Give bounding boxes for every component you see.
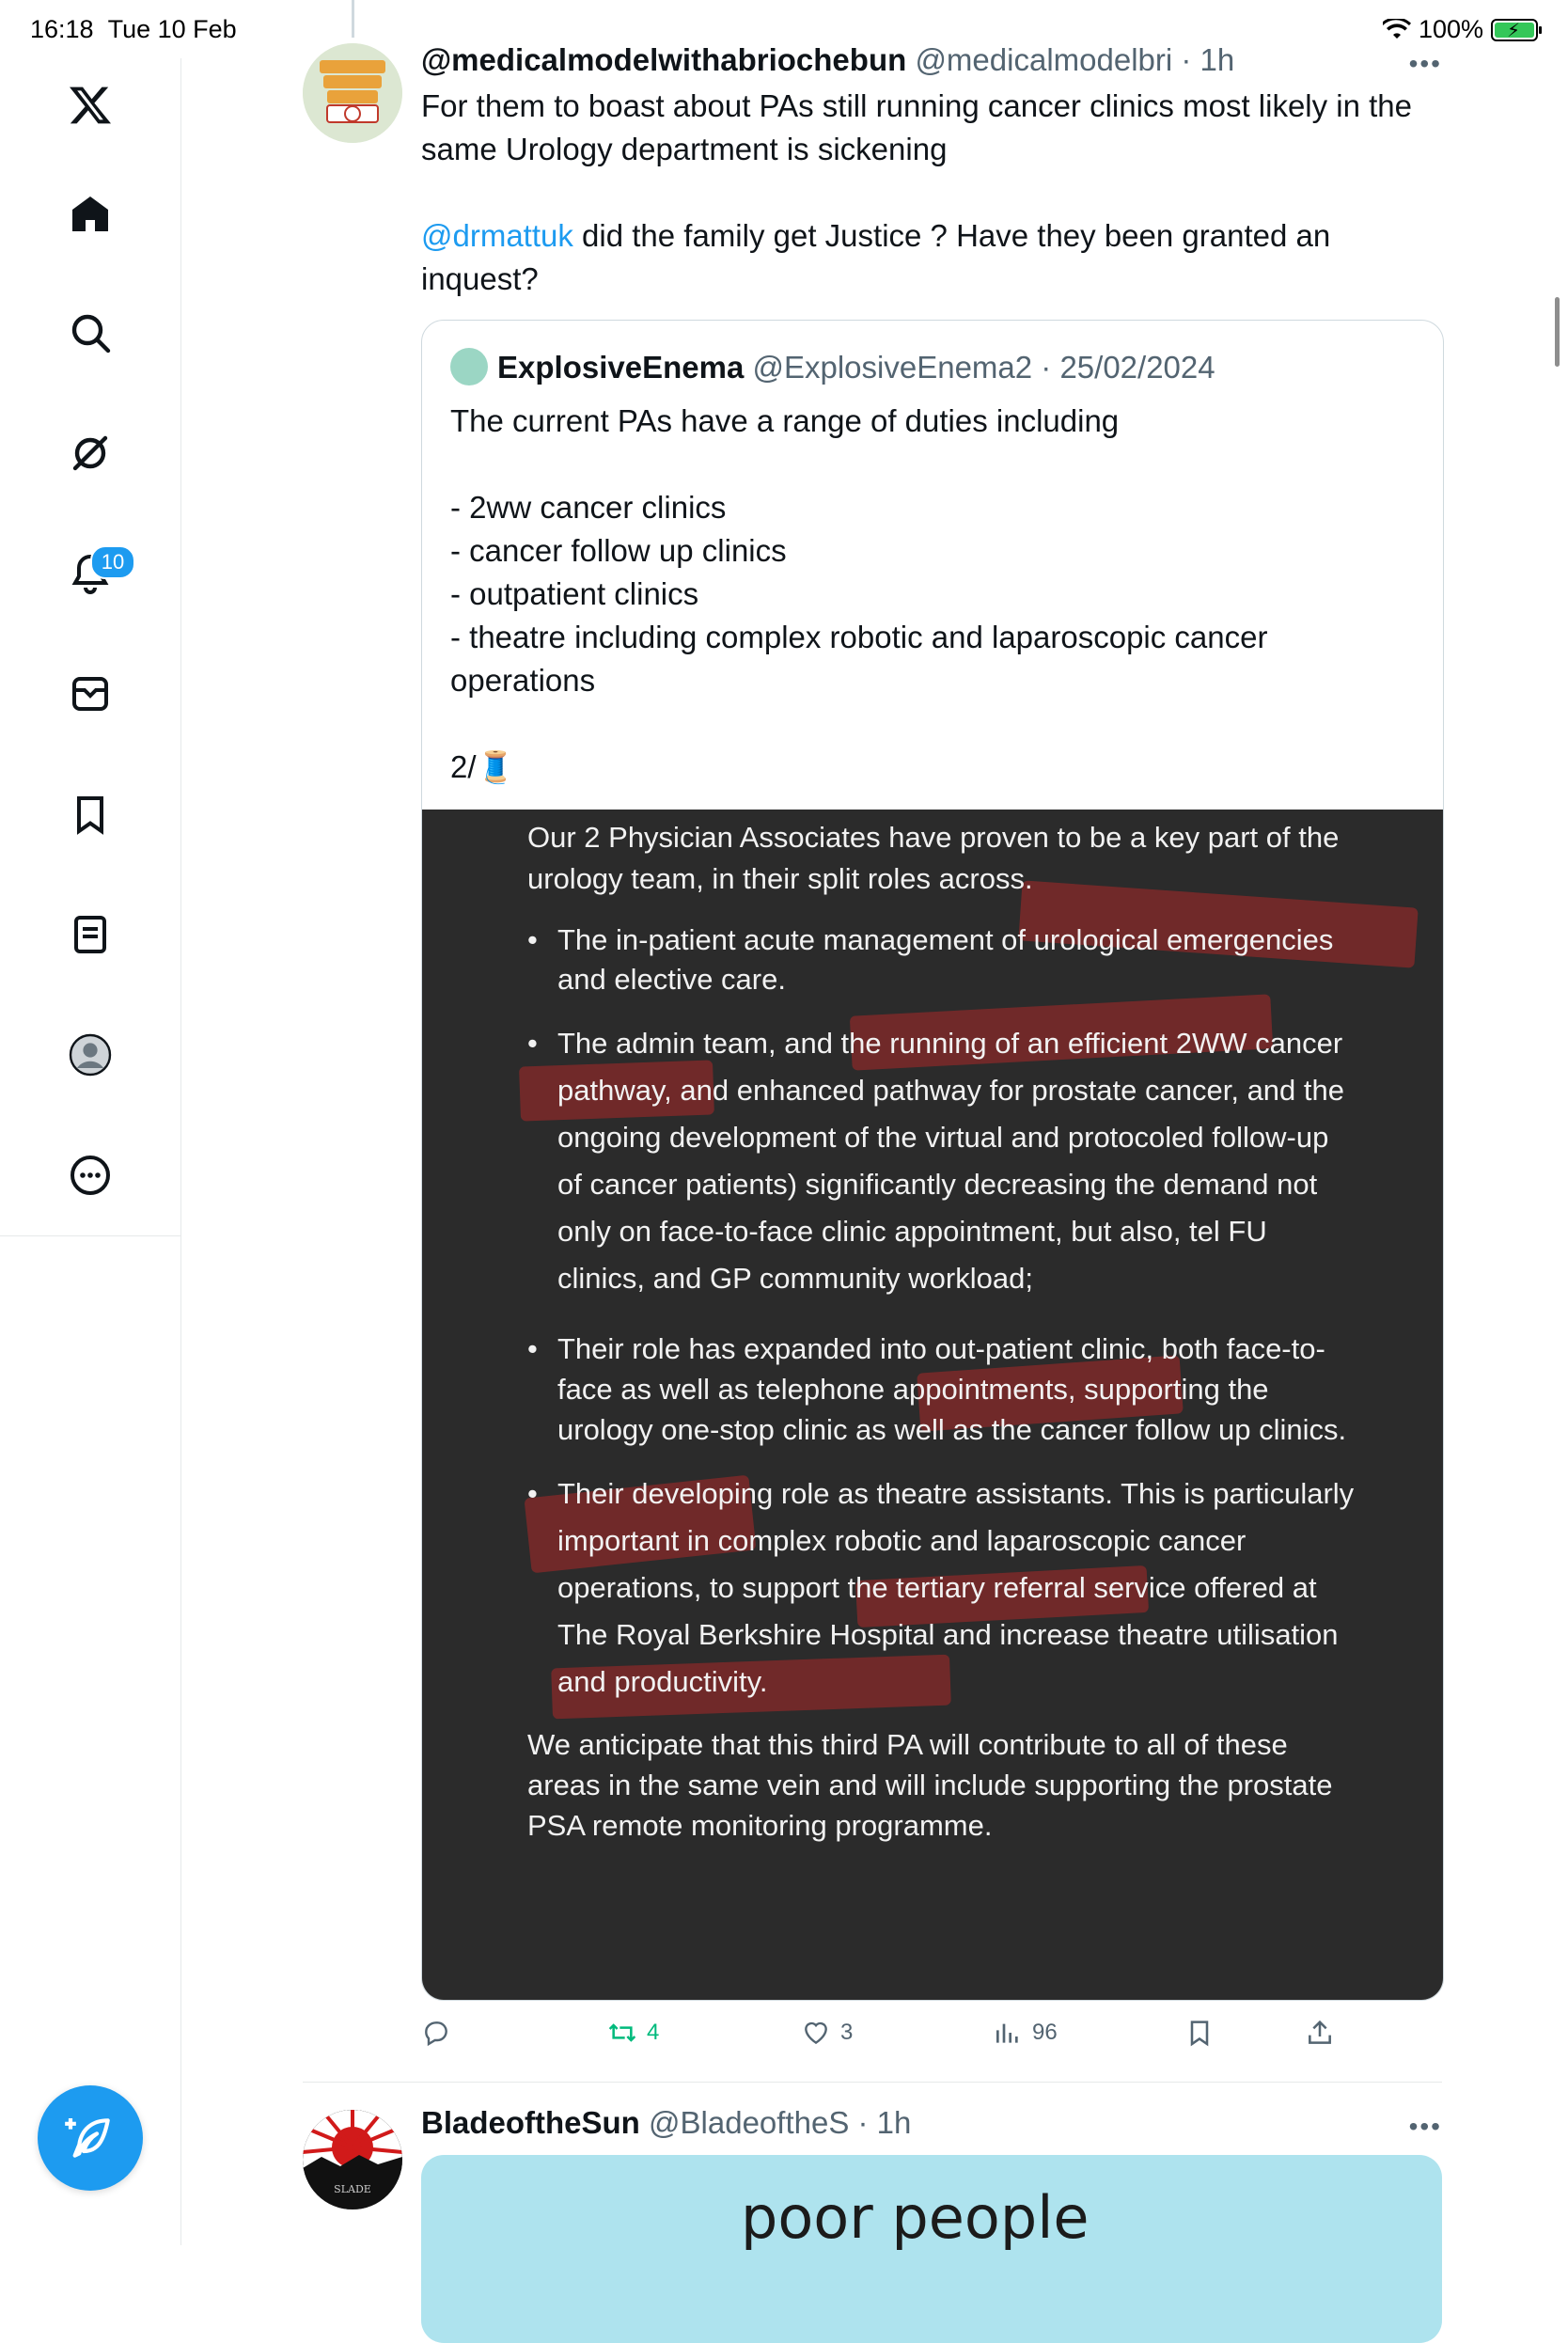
image-bullet: • The admin team, and the running of an efficient 2WW cancer pathway, and enhanced pathway for prostate cancer, and the ongoing development of the virtual and protocoled follow-up of cancer patients) significantly decreasing the demand not only on face-to-face clinic appointment, but also, tel FU clinics, and GP community workload; (527, 1020, 1355, 1302)
x-logo-icon[interactable] (60, 75, 120, 135)
author-name[interactable]: BladeoftheSun (421, 2105, 640, 2140)
retweet-icon (607, 2018, 637, 2048)
lists-icon[interactable] (60, 904, 120, 965)
more-options-icon[interactable]: ••• (1408, 49, 1442, 78)
mention-link[interactable]: @drmattuk (421, 218, 573, 253)
profile-icon[interactable] (60, 1025, 120, 1085)
author-handle[interactable]: @medicalmodelbri (915, 42, 1173, 77)
more-options-icon[interactable]: ••• (1408, 2112, 1442, 2141)
share-icon (1305, 2018, 1335, 2048)
image-text (527, 817, 1355, 1846)
tweet-media[interactable] (421, 2155, 1442, 2343)
quoted-tweet[interactable] (421, 320, 1444, 2001)
list-item: - outpatient clinics (450, 576, 699, 611)
divider (303, 2082, 1442, 2083)
avatar[interactable] (303, 43, 402, 143)
like-button[interactable] (801, 2018, 853, 2048)
bookmark-icon (1184, 2018, 1215, 2048)
retweet-count: 4 (647, 2020, 660, 2045)
wifi-icon (1383, 19, 1411, 41)
list-item: - cancer follow up clinics (450, 533, 787, 568)
quote-author-handle: @ExplosiveEnema2 (752, 350, 1033, 385)
home-icon[interactable] (60, 184, 120, 244)
author-name[interactable]: @medicalmodelwithabriochebun (421, 42, 907, 77)
like-count: 3 (840, 2020, 854, 2045)
tweet-time[interactable]: 1h (1200, 42, 1235, 77)
image-heading: Our 2 Physician Associates have proven to be a key part of the urology team, in their split roles across. (527, 821, 1340, 895)
quote-avatar (450, 348, 488, 385)
media-text: poor people (741, 2183, 1090, 2252)
quote-meta: ExplosiveEnema @ExplosiveEnema2 · 25/02/2024 (450, 347, 1215, 388)
thread-line (352, 0, 354, 38)
views-count: 96 (1032, 2020, 1058, 2045)
reply-icon (421, 2018, 451, 2048)
notifications-badge: 10 (90, 545, 135, 579)
list-item: - 2ww cancer clinics (450, 490, 727, 525)
compose-post-icon (64, 2112, 117, 2164)
tweet-time[interactable]: 1h (876, 2105, 912, 2140)
bookmark-button[interactable] (1184, 2018, 1215, 2048)
tweet-meta: @medicalmodelwithabriochebun @medicalmodelbri · 1h (421, 42, 1235, 77)
image-bullet: • The in-patient acute management of urological emergencies and elective care. (527, 920, 1355, 999)
svg-text:SLADE: SLADE (334, 2183, 371, 2195)
quote-text: The current PAs have a range of duties including - 2ww cancer clinics - cancer follow up clinics - outpatient clinics - theatre including complex robotic and laparoscopic cancer operations 2/🧵 (450, 400, 1409, 789)
quote-footer: 2/🧵 (450, 749, 515, 784)
messages-icon[interactable] (60, 664, 120, 724)
bookmarks-icon[interactable] (60, 784, 120, 844)
tweet-body (421, 39, 1442, 301)
tweet-meta: BladeoftheSun @BladeoftheS · 1h (421, 2105, 912, 2140)
avatar[interactable] (303, 2110, 402, 2209)
grok-icon[interactable] (60, 423, 120, 483)
scrollbar[interactable] (1555, 297, 1560, 367)
status-time: 16:18 Tue 10 Feb (30, 15, 237, 43)
quote-author-name: ExplosiveEnema (497, 350, 745, 385)
image-bullet: • Their role has expanded into out-patient clinic, both face-to-face as well as telephone appointments, supporting the urology one-stop clinic as well as the cancer follow up clinics. (527, 1329, 1355, 1450)
tweet-actions (421, 2018, 1361, 2055)
compose-post-button[interactable] (38, 2085, 143, 2191)
heart-icon (801, 2018, 831, 2048)
quote-image[interactable] (422, 810, 1443, 2000)
quote-date: 25/02/2024 (1059, 350, 1215, 385)
author-handle[interactable]: @BladeoftheS (649, 2105, 850, 2140)
battery-percent: 100% (1418, 15, 1483, 43)
more-icon[interactable] (60, 1145, 120, 1205)
image-bullet: • Their developing role as theatre assistants. This is particularly important in complex robotic and laparoscopic cancer operations, to support the tertiary referral service offered at The Royal Berkshire Hospital and increase theatre utilisation and productivity. (527, 1470, 1355, 1706)
views-icon (993, 2018, 1023, 2048)
image-closing: We anticipate that this third PA will contribute to all of these areas in the same vein and will include supporting the prostate PSA remote monitoring programme. (527, 1728, 1333, 1842)
reply-button[interactable] (421, 2018, 461, 2048)
tweet-text: For them to boast about PAs still running cancer clinics most likely in the same Urology department is sickening @drmattuk did the family get Justice ? Have they been granted an inquest? (421, 88, 1413, 296)
search-icon[interactable] (60, 303, 120, 363)
retweet-button[interactable] (607, 2018, 659, 2048)
list-item: - theatre including complex robotic and laparoscopic cancer operations (450, 620, 1268, 698)
views-button[interactable] (993, 2018, 1058, 2048)
share-button[interactable] (1305, 2018, 1335, 2048)
battery-icon: ⚡ (1491, 19, 1538, 41)
